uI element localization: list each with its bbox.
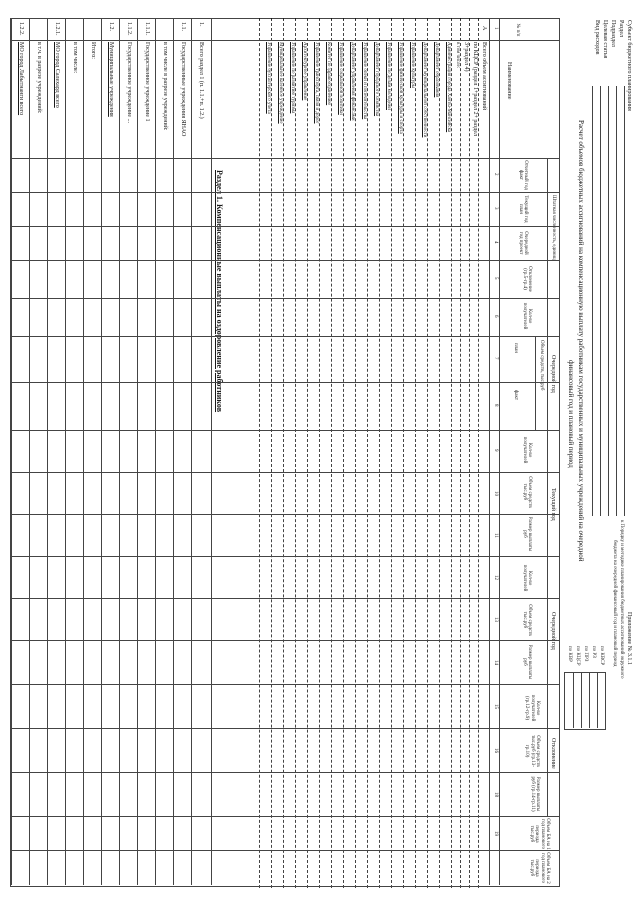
row-number: 1.: [198, 22, 204, 27]
summary-row-label: Комитет по здравоохранению: [326, 42, 331, 106]
appendix-line2: бюджета на очередной финансовый год и плановый период: [612, 540, 617, 667]
summary-row-label: Администрация города Ханты-Мансийска: [446, 42, 451, 133]
next-recipients-header: Кол-во получателей: [521, 564, 532, 592]
table-row-line: [451, 18, 452, 888]
column-number: 10: [493, 491, 498, 496]
code-rz-label: по РЗ: [591, 646, 596, 658]
table-row-line: [403, 18, 404, 888]
section-row-label: в т.ч. в разрезе учреждений:: [36, 42, 42, 114]
next-volume-header: Объем средств тыс.руб: [521, 604, 532, 636]
section-row-label: МО город Салехард всего: [54, 42, 60, 108]
column-number: 2: [493, 173, 498, 176]
current-volume-header: Объем средств тыс.руб: [521, 476, 532, 508]
section-1-title: Раздел 1. Компенсационные выплаты на оздоровление работников: [215, 170, 224, 413]
row-number: 1.2.2.: [18, 22, 24, 36]
table-row-line: [307, 18, 308, 888]
entity-label: Субъект бюджетного планирования: [626, 20, 632, 111]
table-row-line: [283, 18, 284, 888]
report-year-header: Очередной год: [550, 355, 556, 393]
codes-row-line: [589, 672, 590, 728]
table-row-line: [271, 18, 272, 888]
current-recipients-header: Кол-во получателей: [521, 436, 532, 464]
table-row-line: [379, 18, 380, 888]
table-row-line: [11, 18, 12, 885]
code-kcsr-label: по КЦСР: [575, 646, 580, 666]
header-group-line: [547, 158, 548, 298]
table-row-line: [295, 18, 296, 888]
summary-row-label: по КЦСР (раздел 1+раздел 2+ раздел: [472, 42, 478, 137]
table-row-line: [355, 18, 356, 888]
table-row-line: [343, 18, 344, 888]
table-row-line: [259, 18, 260, 888]
current-size-header: Размер выплаты руб: [521, 516, 532, 552]
section-row-label: Всего раздел 1 (п. 1.1.+п. 1.2.): [198, 42, 204, 119]
table-row-line: [101, 18, 102, 885]
next-year-header: Очередной год: [550, 612, 556, 650]
table-row-line: [391, 18, 392, 888]
table-row-line: [367, 18, 368, 888]
column-number: 15: [493, 704, 498, 709]
column-number: 16: [493, 748, 498, 753]
column-number: 1: [493, 27, 498, 30]
chapter-fill-line: [616, 86, 617, 516]
program-fill-line: [600, 86, 601, 516]
entity-fill-line: [624, 86, 625, 516]
summary-row-label: Архитектурное управление: [302, 42, 307, 101]
column-number: 14: [493, 660, 498, 665]
column-number: 18: [493, 792, 498, 797]
section-row-label: в том числе в разрезе учреждений:: [162, 42, 168, 131]
table-row-line: [119, 18, 120, 885]
title-line2: финансовый год и плановый период: [567, 360, 575, 468]
staff-current-header: Текущий год план: [517, 195, 528, 223]
row-number: 1.1.1.: [144, 22, 150, 36]
report-plan-header: план: [513, 343, 518, 354]
column-number: 13: [493, 617, 498, 622]
header-line: [499, 18, 500, 885]
summary-row-label: Департамент управления финансами: [350, 42, 355, 121]
summary-row-label: Управление культуры: [410, 42, 415, 89]
column-number: 19: [493, 831, 498, 836]
subsection-fill-line: [608, 86, 609, 516]
chapter-label: Раздел: [618, 20, 624, 37]
appendix-line1: к Порядку и методике планирования бюджетных ассигнований окружного: [619, 520, 624, 679]
summary-row-label: Муниципальное казенное учреждение: [278, 42, 283, 124]
subsection-label: Подраздел: [610, 20, 616, 47]
column-number: 11: [493, 533, 498, 538]
table-row-line: [191, 18, 192, 885]
ba-first-header: Объем БА на 1 год планового периода тыс.руб: [529, 818, 550, 850]
header-line: [489, 18, 490, 885]
section-row-label: Государственные учреждения ЯНАО: [180, 42, 186, 137]
column-number: 9: [493, 449, 498, 452]
codes-row-line: [573, 672, 574, 728]
column-number: 12: [493, 575, 498, 580]
summary-row-label: Департамент муниципальной собственности: [422, 42, 427, 138]
next-size-header: Размер выплаты руб: [521, 644, 532, 680]
table-row-line: [137, 18, 138, 885]
row-number: А: [481, 26, 487, 31]
row-number: 1.2.: [108, 22, 114, 31]
summary-row-label: Всего объем ассигнований: [481, 42, 487, 111]
code-prz-label: по ПРЗ: [583, 646, 588, 662]
report-volume-header: Объем средств, тыс.руб: [539, 340, 544, 391]
header-group-line: [547, 556, 548, 684]
deviation-header: Отклонение (гр.5-гр.4): [521, 266, 532, 292]
table-row-line: [319, 18, 320, 888]
summary-row-label: в том числе:: [455, 42, 460, 69]
table-row-line: [478, 18, 479, 888]
table-row-line: [83, 18, 84, 885]
dev-size-header: Размер выплаты руб (гр.14-гр.11): [529, 776, 540, 812]
dev-recipients-header: Кол-во получателей (гр.12-гр.9): [524, 694, 540, 722]
program-label: Целевая статья: [602, 20, 608, 59]
table-row-line: [29, 18, 30, 885]
table-row-line: [460, 18, 461, 888]
staff-report-header: Отчетный год факт: [517, 160, 528, 190]
row-number: 1.1.: [180, 22, 186, 31]
code-kvr-label: по КВР: [567, 646, 572, 662]
summary-row-label: Управление по развитию туризма: [290, 42, 295, 114]
table-row-line: [469, 18, 470, 888]
summary-row-label: 3+раздел 4): [463, 42, 469, 72]
summary-row-label: Управление по делам молодежи: [386, 42, 391, 110]
row-number: 1.1.2.: [126, 22, 132, 36]
col-name-header: Наименование: [506, 62, 512, 100]
summary-row-label: Департамент городского хозяйства: [374, 42, 379, 117]
title-line1: Расчет объемов бюджетных ассигнований на компенсационную выплату работникам государственных и муниципальных учреждений на очередной: [577, 120, 585, 562]
summary-row-label: Управление бухгалтерского учета: [266, 42, 271, 114]
section-row-label: МО город Лабытнанги всего: [18, 42, 24, 116]
dev-volume-header: Объем средств тыс.руб (гр.13-гр.10): [524, 735, 540, 767]
summary-row-label: Департамент образования: [434, 42, 439, 98]
expense-type-label: Вид расходов: [594, 20, 600, 55]
table-row-line: [173, 18, 174, 885]
summary-row-label: Управление опеки и попечительства: [362, 42, 367, 120]
codes-box: [564, 672, 606, 730]
current-year-header: Текущий год: [550, 488, 556, 521]
column-number: 6: [493, 315, 498, 318]
table-row-line: [415, 18, 416, 888]
column-number: 5: [493, 277, 498, 280]
report-fact-header: факт: [513, 390, 518, 401]
column-number: 7: [493, 357, 498, 360]
header-group-line: [547, 298, 548, 430]
summary-row-label: Управление транспорта, связи и дорог: [314, 42, 319, 124]
table-row-line: [427, 18, 428, 888]
summary-row-label: Управление социальной политики: [338, 42, 343, 115]
col-num-header: № п/п: [515, 23, 520, 37]
ba-second-header: Объем БА на 2 год планового периода тыс.руб: [529, 852, 550, 884]
codes-row-line: [581, 672, 582, 728]
header-group-line: [547, 430, 548, 556]
summary-row-label: Управление физической культуры и спорта: [398, 42, 403, 134]
codes-row-line: [597, 672, 598, 728]
report-recipients-header: Кол-во получателей: [521, 302, 532, 330]
column-number: 8: [493, 404, 498, 407]
section-band-line: [211, 18, 212, 885]
table-row-line: [65, 18, 66, 885]
appendix-number: Приложение № 3.1.1: [626, 612, 632, 665]
section-row-label: Государственное учреждение 1: [144, 42, 150, 122]
table-row-line: [439, 18, 440, 888]
header-group-line: [535, 336, 536, 430]
column-number: 4: [493, 241, 498, 244]
deviation-group-header: Отклонение: [550, 738, 556, 769]
section-row-label: в том числе:: [72, 42, 78, 74]
staff-group-header: Штатная численность, единиц: [551, 195, 556, 260]
section-row-label: Государственное учреждение ...: [126, 42, 132, 124]
expense-type-fill-line: [592, 86, 593, 516]
header-group-line: [547, 684, 548, 816]
table-row-line: [331, 18, 332, 888]
table-row-line: [155, 18, 156, 885]
table-row-line: [47, 18, 48, 885]
code-kvsr-label: по КВСР: [599, 646, 604, 666]
column-number: 3: [493, 207, 498, 210]
row-number: 1.2.1.: [54, 22, 60, 36]
section-row-label: Муниципальные учреждения: [108, 42, 114, 117]
section-row-label: Итого:: [90, 42, 96, 59]
staff-next-header: Очередной год проект: [517, 231, 528, 255]
